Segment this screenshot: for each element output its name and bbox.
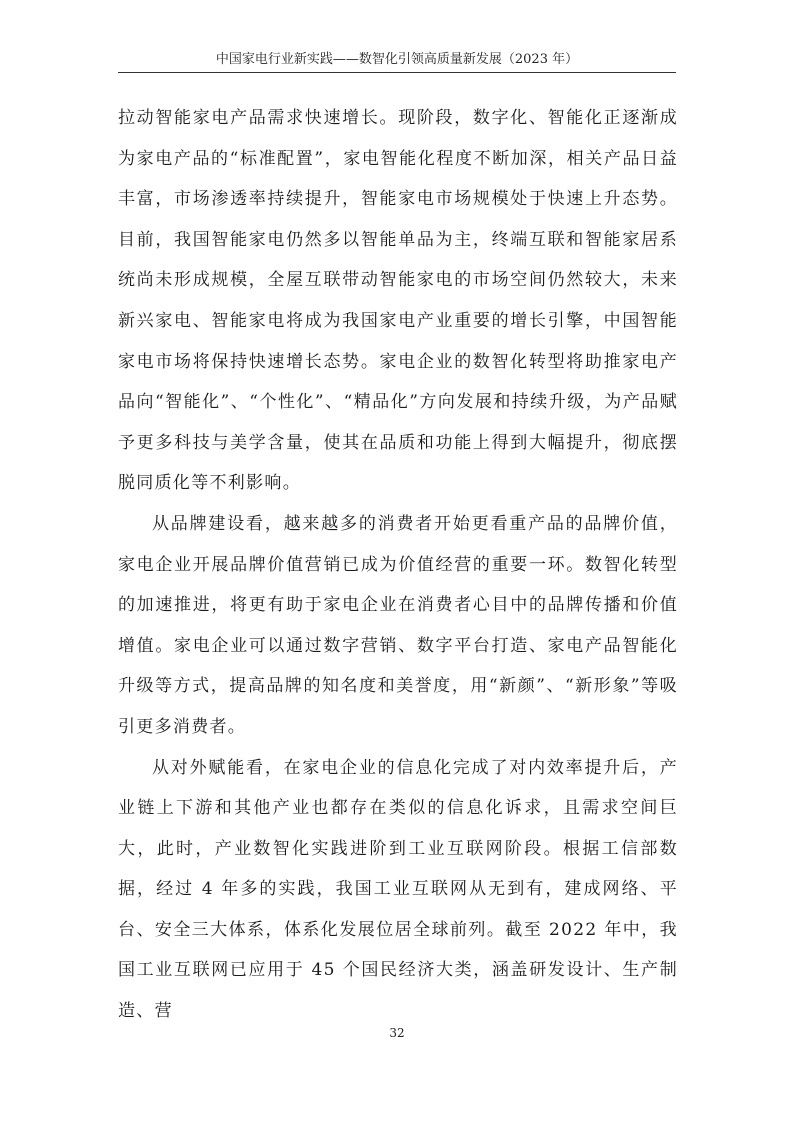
header-divider [118, 72, 676, 73]
paragraph-brand-building: 从品牌建设看，越来越多的消费者开始更看重产品的品牌价值，家电企业开展品牌价值营销已成为价值经营的重要一环。数智化转型的加速推进，将更有助于家电企业在消费者心目中的品牌传播和价值增值。家电企业可以通过数字营销、数字平台打造、家电产品智能化升级等方式，提高品牌的知名度和美誉度，用“新颜”、“新形象”等吸引更多消费者。 [118, 513, 678, 737]
body-text [118, 98, 678, 1032]
paragraph-external-empowerment: 从对外赋能看，在家电企业的信息化完成了对内效率提升后，产业链上下游和其他产业也都存在类似的信息化诉求，且需求空间巨大，此时，产业数智化实践进阶到工业互联网阶段。根据工信部数据，经过 4 年多的实践，我国工业互联网从无到有，建成网络、平台、安全三大体系，体系化发展位居全球前列。截至 2022 年中，我国工业互联网已应用于 45 个国民经济大类，涵盖研发设计、生产制造、营 [118, 757, 678, 1022]
running-header: 中国家电行业新实践——数智化引领高质量新发展（2023 年） [215, 52, 579, 67]
page-number: 32 [389, 1026, 405, 1040]
paragraph-continuation: 拉动智能家电产品需求快速增长。现阶段，数字化、智能化正逐渐成为家电产品的“标准配置”，家电智能化程度不断加深，相关产品日益丰富，市场渗透率持续提升，智能家电市场规模处于快速上升态势。目前，我国智能家电仍然多以智能单品为主，终端互联和智能家居系统尚未形成规模，全屋互联带动智能家电的市场空间仍然较大，未来新兴家电、智能家电将成为我国家电产业重要的增长引擎，中国智能家电市场将保持快速增长态势。家电企业的数智化转型将助推家电产品向“智能化”、“个性化”、“精品化”方向发展和持续升级，为产品赋予更多科技与美学含量，使其在品质和功能上得到大幅提升，彻底摆脱同质化等不利影响。 [118, 108, 678, 494]
